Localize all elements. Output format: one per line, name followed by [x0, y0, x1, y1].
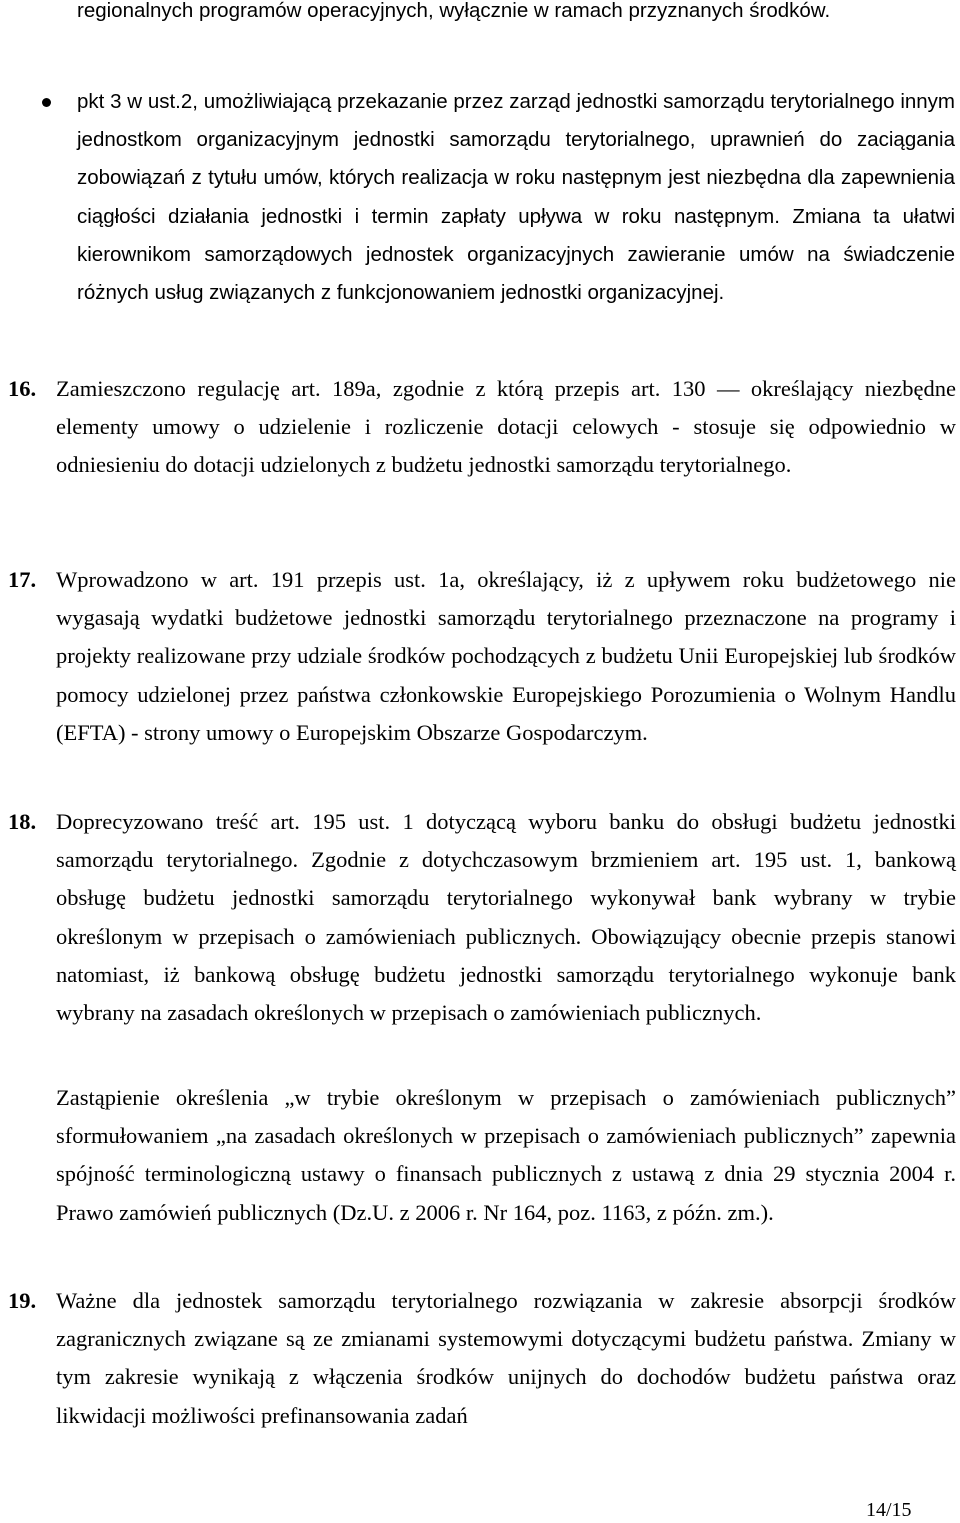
- item-number-19: 19.: [8, 1288, 37, 1313]
- item-17-text: Wprowadzono w art. 191 przepis ust. 1a, określający, iż z upływem roku budżetowego nie wygasają wydatki budżetowe jednostki samorządu terytorialnego przeznaczone na programy i projekty realizowane przy udziale środków pochodzących z budżetu Unii Europejskiej lub środków pomocy udzielonej przez państwa członkowskie Europejskiego Porozumienia o Wolnym Handlu (EFTA) - strony umowy o Europejskim Obszarze Gospodarczym.: [56, 567, 956, 745]
- item-number-16: 16.: [8, 376, 37, 401]
- bullet-list-item: pkt 3 w ust.2, umożliwiającą przekazanie przez zarząd jednostki samorządu terytorialnego innym jednostkom organizacyjnym jednostki samorządu terytorialnego, uprawnień do zaciągania zobowiązań z tytułu umów, których realizacja w roku następnym jest niezbędna dla zapewnienia ciągłości działania jednostki i termin zapłaty upływa w roku następnym. Zmiana ta ułatwi kierownikom samorządowych jednostek organizacyjnych zawieranie umów na świadczenie różnych usług związanych z funkcjonowaniem jednostki organizacyjnej.: [77, 90, 955, 305]
- item-number-18: 18.: [8, 809, 37, 834]
- paragraph-continuation: regionalnych programów operacyjnych, wyłącznie w ramach przyznanych środków.: [77, 0, 831, 22]
- item-18-followup-text: Zastąpienie określenia „w trybie określonym w przepisach o zamówieniach publicznych” sformułowaniem „na zasadach określonych w przepisach o zamówieniach publicznych” zapewnia spójność terminologiczną ustawy o finansach publicznych z ustawą z dnia 29 stycznia 2004 r. Prawo zamówień publicznych (Dz.U. z 2006 r. Nr 164, poz. 1163, z późn. zm.).: [56, 1085, 956, 1225]
- item-16-text: Zamieszczono regulację art. 189a, zgodnie z którą przepis art. 130 — określający niezbędne elementy umowy o udzielenie i rozliczenie dotacji celowych - stosuje się odpowiednio w odniesieniu do dotacji udzielonych z budżetu jednostki samorządu terytorialnego.: [56, 376, 956, 478]
- item-18-text: Doprecyzowano treść art. 195 ust. 1 dotyczącą wyboru banku do obsługi budżetu jednostki samorządu terytorialnego. Zgodnie z dotychczasowym brzmieniem art. 195 ust. 1, bankową obsługę budżetu jednostki samorządu terytorialnego wykonywał bank wybrany w trybie określonym w przepisach o zamówieniach publicznych. Obowiązujący obecnie przepis stanowi natomiast, iż bankową obsługę budżetu jednostki samorządu terytorialnego wykonuje bank wybrany na zasadach określonych w przepisach o zamówieniach publicznych.: [56, 809, 956, 1026]
- bullet-icon: [42, 98, 51, 107]
- item-19-text: Ważne dla jednostek samorządu terytorialnego rozwiązania w zakresie absorpcji środków zagranicznych związane są ze zmianami systemowymi dotyczącymi budżetu państwa. Zmiany w tym zakresie wynikają z włączenia środków unijnych do dochodów budżetu państwa oraz likwidacji możliwości prefinansowania zadań: [56, 1288, 956, 1428]
- item-number-17: 17.: [8, 567, 37, 592]
- page-number: 14/15: [866, 1499, 912, 1521]
